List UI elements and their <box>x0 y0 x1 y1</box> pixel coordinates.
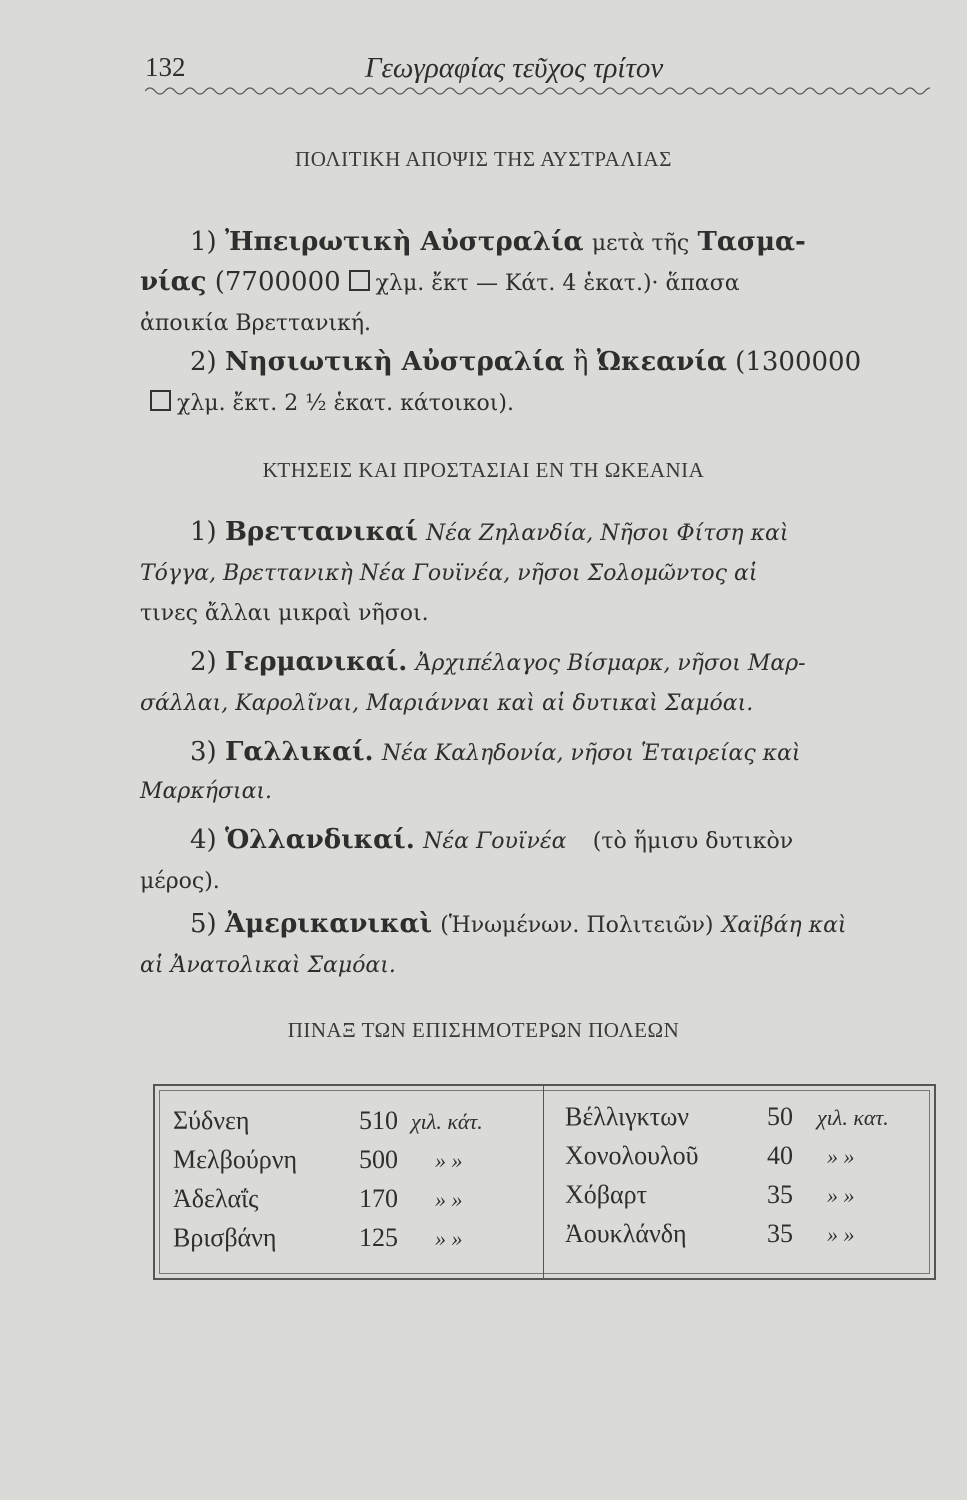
table-row: Βρισβάνη 125 » » <box>173 1223 463 1252</box>
text-line: μέρος). <box>140 869 220 894</box>
wavy-rule <box>145 84 930 98</box>
text-line: 2) Νησιωτικὴ Αὐστραλία ἢ Ὠκεανία (1300000 <box>190 347 862 377</box>
square-symbol-icon <box>349 270 370 291</box>
text-line: 1) Ἠπειρωτικὴ Αὐστραλία μετὰ τῆς Τασμα- <box>190 227 806 257</box>
text-line: ἀποικία Βρεττανική. <box>140 311 372 336</box>
text-line: νίας (7700000 χλμ. ἔκτ — Κάτ. 4 ἑκατ.)· ἅπασα <box>140 267 740 297</box>
column-divider <box>543 1086 544 1278</box>
table-row: Ἀουκλάνδη 35 » » <box>565 1219 855 1248</box>
table-row: Βέλλιγκτων 50 χιλ. κατ. <box>565 1102 889 1131</box>
table-heading: ΠΙΝΑΞ ΤΩΝ ΕΠΙΣΗΜΟΤΕΡΩΝ ΠΟΛΕΩΝ <box>287 1018 680 1042</box>
section-heading: ΚΤΗΣΕΙΣ ΚΑΙ ΠΡΟΣΤΑΣΙΑΙ ΕΝ ΤΗ ΩΚΕΑΝΙΑ <box>262 458 705 482</box>
text-line: Τόγγα, Βρεττανικὴ Νέα Γουϊνέα, νῆσοι Σολομῶντος αἱ <box>140 561 758 586</box>
text-line: χλμ. ἔκτ. 2 ½ ἑκατ. κάτοικοι). <box>140 382 514 422</box>
page-number: 132 <box>145 52 186 82</box>
table-row: Χόβαρτ 35 » » <box>565 1180 855 1209</box>
text-line: 4) Ὁλλανδικαί. Νέα Γουϊνέα (τὸ ἥμισυ δυτικὸν <box>190 825 794 855</box>
text-line: 2) Γερμανικαί. Ἀρχιπέλαγος Βίσμαρκ, νῆσοι Μαρ- <box>190 647 806 677</box>
table-row: Ἀδελαΐς 170 » » <box>173 1184 463 1213</box>
section-heading: ΠΟΛΙΤΙΚΗ ΑΠΟΨΙΣ ΤΗΣ ΑΥΣΤΡΑΛΙΑΣ <box>295 147 672 171</box>
text-line: 5) Ἀμερικανικαὶ (Ἡνωμένων. Πολιτειῶν) Χαϊβάη καὶ <box>190 909 847 939</box>
text-line: αἱ Ἀνατολικαὶ Σαμόαι. <box>140 953 396 978</box>
square-symbol-icon <box>150 390 171 411</box>
text-line: Μαρκήσιαι. <box>140 779 273 804</box>
text-line: 3) Γαλλικαί. Νέα Καληδονία, νῆσοι Ἑταιρείας καὶ <box>190 737 801 767</box>
table-row: Χονολουλοῦ 40 » » <box>565 1141 855 1170</box>
text-line: 1) Βρεττανικαί Νέα Ζηλανδία, Νῆσοι Φίτση καὶ <box>190 517 789 547</box>
table-row: Μελβούρνη 500 » » <box>173 1145 463 1174</box>
cities-table <box>153 1084 936 1280</box>
text-line: τινες ἄλλαι μικραὶ νῆσοι. <box>140 601 429 626</box>
running-title: Γεωγραφίας τεῦχος τρίτον <box>365 52 664 84</box>
text-line: σάλλαι, Καρολῖναι, Μαριάνναι καὶ αἱ δυτικαὶ Σαμόαι. <box>140 691 754 716</box>
table-row: Σύδνεη 510 χιλ. κάτ. <box>173 1106 483 1135</box>
